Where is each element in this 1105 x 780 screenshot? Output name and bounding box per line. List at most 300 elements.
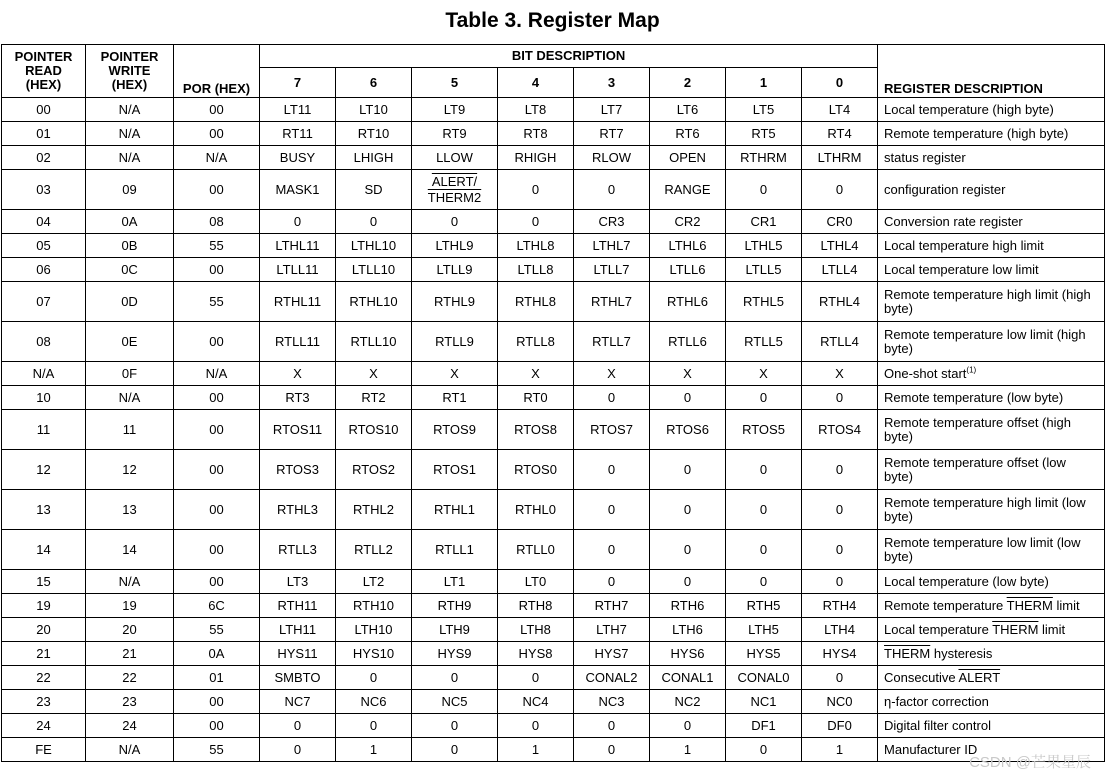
bit-cell: NC6	[336, 690, 412, 714]
bit-cell: LTHL5	[726, 234, 802, 258]
pointer-write-cell: 14	[86, 530, 174, 570]
table-row	[2, 322, 1105, 362]
bit-cell: RTOS1	[412, 450, 498, 490]
bit-cell: RTHL6	[650, 282, 726, 322]
bit-cell: 0	[726, 570, 802, 594]
bit-cell: LTLL8	[498, 258, 574, 282]
table-row	[2, 210, 1105, 234]
table-row	[2, 170, 1105, 210]
bit-cell: X	[336, 362, 412, 386]
por-cell: N/A	[174, 146, 260, 170]
bit-cell: RTOS0	[498, 450, 574, 490]
bit-cell: RTOS5	[726, 410, 802, 450]
bit-cell: LTHRM	[802, 146, 878, 170]
description-text: Consecutive	[884, 669, 959, 685]
bit-cell: LTLL4	[802, 258, 878, 282]
bit-cell: 0	[802, 570, 878, 594]
bit-cell: RTLL7	[574, 322, 650, 362]
bit-cell: RT4	[802, 122, 878, 146]
pointer-read-cell: 13	[2, 490, 86, 530]
description-line: Remote temperature low limit (high	[884, 326, 1086, 342]
bit-cell: RTOS10	[336, 410, 412, 450]
bit-cell: RT3	[260, 386, 336, 410]
bit-cell: RTHL3	[260, 490, 336, 530]
bit-cell: LLOW	[412, 146, 498, 170]
bit-cell: RT1	[412, 386, 498, 410]
por-cell: 00	[174, 690, 260, 714]
bit-cell: RT0	[498, 386, 574, 410]
watermark: CSDN @芒果星辰	[969, 754, 1091, 771]
bit-cell: RTOS6	[650, 410, 726, 450]
bit-cell: RT9	[412, 122, 498, 146]
bit-cell: LTH11	[260, 618, 336, 642]
pointer-write-cell: 0D	[86, 282, 174, 322]
table-row	[2, 450, 1105, 490]
bit-cell: 0	[802, 530, 878, 570]
header-bit: 1	[726, 68, 802, 98]
bit-cell: LT7	[574, 98, 650, 122]
bit-cell: DF0	[802, 714, 878, 738]
bit-cell: RTH6	[650, 594, 726, 618]
bit-cell: 0	[336, 666, 412, 690]
overbar-signal-text: THERM	[884, 645, 931, 661]
description-text: Remote temperature (low byte)	[884, 389, 1064, 405]
register-description-cell	[878, 146, 1105, 170]
pointer-write-cell: N/A	[86, 98, 174, 122]
bit-cell: LT5	[726, 98, 802, 122]
bit-cell: RTLL2	[336, 530, 412, 570]
overbar-signal-text: THERM	[1006, 597, 1053, 613]
pointer-write-cell: 23	[86, 690, 174, 714]
bit-cell: RTH4	[802, 594, 878, 618]
bit-cell: X	[574, 362, 650, 386]
bit-cell: X	[802, 362, 878, 386]
por-cell: 55	[174, 618, 260, 642]
bit-cell: LTH8	[498, 618, 574, 642]
pointer-read-cell: 23	[2, 690, 86, 714]
bit-cell: LTLL10	[336, 258, 412, 282]
pointer-write-cell: 22	[86, 666, 174, 690]
pointer-read-cell: 12	[2, 450, 86, 490]
pointer-write-cell: 0F	[86, 362, 174, 386]
pointer-write-cell: N/A	[86, 570, 174, 594]
bit-cell: 0	[802, 170, 878, 210]
table-row	[2, 690, 1105, 714]
header-bit: 0	[802, 68, 878, 98]
bit-cell: 0	[260, 714, 336, 738]
header-bit: 6	[336, 68, 412, 98]
por-cell: N/A	[174, 362, 260, 386]
por-cell: 08	[174, 210, 260, 234]
por-cell: 6C	[174, 594, 260, 618]
bit-cell: RTHL4	[802, 282, 878, 322]
table-row	[2, 122, 1105, 146]
bit-cell: LT6	[650, 98, 726, 122]
bit-cell: LTHL8	[498, 234, 574, 258]
bit-cell: X	[260, 362, 336, 386]
bit-cell: RTHRM	[726, 146, 802, 170]
bit-cell: RTH11	[260, 594, 336, 618]
bit-cell: DF1	[726, 714, 802, 738]
por-cell: 01	[174, 666, 260, 690]
bit-cell: 0	[574, 386, 650, 410]
pointer-read-cell: 02	[2, 146, 86, 170]
bit-cell: LTLL9	[412, 258, 498, 282]
bit-cell: LTH10	[336, 618, 412, 642]
description-line: byte)	[884, 548, 913, 564]
register-description-cell	[878, 386, 1105, 410]
bit-cell: X	[650, 362, 726, 386]
bit-cell: 0	[726, 490, 802, 530]
description-text: Conversion rate register	[884, 213, 1023, 229]
por-cell: 00	[174, 170, 260, 210]
overbar-signal-text: ALERT	[958, 669, 1001, 685]
table-row	[2, 282, 1105, 322]
header-register-description: REGISTER DESCRIPTION	[878, 45, 1105, 98]
pointer-write-cell: 13	[86, 490, 174, 530]
table-row	[2, 146, 1105, 170]
description-text: status register	[884, 149, 966, 165]
bit-cell: NC3	[574, 690, 650, 714]
register-description-cell	[878, 642, 1105, 666]
bit-cell: 0	[336, 714, 412, 738]
table-row	[2, 490, 1105, 530]
table-row	[2, 618, 1105, 642]
register-description-cell	[878, 410, 1105, 450]
bit-cell: LT10	[336, 98, 412, 122]
description-line: Remote temperature offset (high	[884, 414, 1071, 430]
bit-cell: RTOS2	[336, 450, 412, 490]
pointer-read-cell: 04	[2, 210, 86, 234]
bit-cell: HYS7	[574, 642, 650, 666]
bit-cell: NC2	[650, 690, 726, 714]
table-row	[2, 738, 1105, 762]
bit-cell: RTOS8	[498, 410, 574, 450]
pointer-read-cell: 22	[2, 666, 86, 690]
bit-cell: NC4	[498, 690, 574, 714]
bit-cell: CR0	[802, 210, 878, 234]
bit-cell: RTHL2	[336, 490, 412, 530]
bit-cell: LTLL6	[650, 258, 726, 282]
description-text: Local temperature (low byte)	[884, 573, 1049, 589]
bit-cell: LHIGH	[336, 146, 412, 170]
bit-cell: LTLL7	[574, 258, 650, 282]
register-description-cell	[878, 714, 1105, 738]
por-cell: 55	[174, 738, 260, 762]
bit-cell: HYS6	[650, 642, 726, 666]
bit-cell: LTLL11	[260, 258, 336, 282]
pointer-write-cell: 0B	[86, 234, 174, 258]
table-row	[2, 410, 1105, 450]
bit-cell: RTOS7	[574, 410, 650, 450]
alert-therm2-label	[428, 174, 481, 206]
por-cell: 00	[174, 714, 260, 738]
pointer-write-cell: 0E	[86, 322, 174, 362]
pointer-read-cell: 07	[2, 282, 86, 322]
bit-cell: LTHL4	[802, 234, 878, 258]
bit-cell: 0	[574, 490, 650, 530]
register-description-cell	[878, 490, 1105, 530]
por-cell: 00	[174, 530, 260, 570]
description-text: Remote temperature	[884, 597, 1007, 613]
bit-cell: X	[498, 362, 574, 386]
bit-cell: HYS8	[498, 642, 574, 666]
bit-cell: RTH7	[574, 594, 650, 618]
register-description-cell	[878, 570, 1105, 594]
pointer-write-cell: N/A	[86, 386, 174, 410]
register-description-cell	[878, 258, 1105, 282]
bit-cell: 0	[412, 714, 498, 738]
bit-cell: LT3	[260, 570, 336, 594]
register-description-cell	[878, 618, 1105, 642]
bit-cell: LTH6	[650, 618, 726, 642]
description-text: configuration register	[884, 181, 1006, 197]
bit-cell: 0	[498, 170, 574, 210]
bit-cell: LT4	[802, 98, 878, 122]
description-line: byte)	[884, 428, 913, 444]
bit-cell: 0	[726, 530, 802, 570]
register-description-cell	[878, 234, 1105, 258]
description-text: Local temperature high limit	[884, 237, 1044, 253]
pointer-read-cell: 20	[2, 618, 86, 642]
bit-cell: LTHL10	[336, 234, 412, 258]
por-cell: 00	[174, 258, 260, 282]
bit-cell: 1	[802, 738, 878, 762]
bit-cell: 0	[726, 386, 802, 410]
header-bit: 7	[260, 68, 336, 98]
pointer-write-cell: N/A	[86, 146, 174, 170]
header-bit: 2	[650, 68, 726, 98]
register-description-cell	[878, 530, 1105, 570]
bit-cell: OPEN	[650, 146, 726, 170]
bit-cell: LTHL6	[650, 234, 726, 258]
header-bit: 5	[412, 68, 498, 98]
bit-cell: X	[412, 362, 498, 386]
bit-cell: CONAL2	[574, 666, 650, 690]
bit-cell: CR1	[726, 210, 802, 234]
bit-cell: RANGE	[650, 170, 726, 210]
bit-cell: 0	[650, 450, 726, 490]
table-row	[2, 642, 1105, 666]
table-row	[2, 386, 1105, 410]
bit-cell: HYS5	[726, 642, 802, 666]
pointer-read-cell: N/A	[2, 362, 86, 386]
pointer-read-cell: 08	[2, 322, 86, 362]
bit-cell: 0	[574, 738, 650, 762]
bit-cell: HYS9	[412, 642, 498, 666]
description-text: Local temperature low limit	[884, 261, 1039, 277]
bit-cell: 0	[260, 210, 336, 234]
por-cell: 00	[174, 450, 260, 490]
register-description-cell	[878, 282, 1105, 322]
bit-cell: 0	[802, 490, 878, 530]
bit-cell: LTLL5	[726, 258, 802, 282]
bit-cell: RT5	[726, 122, 802, 146]
pointer-write-cell: 11	[86, 410, 174, 450]
bit-cell: 0	[726, 738, 802, 762]
pointer-read-cell: 00	[2, 98, 86, 122]
por-cell: 00	[174, 410, 260, 450]
bit-cell: LT0	[498, 570, 574, 594]
bit-cell: RT7	[574, 122, 650, 146]
bit-cell: HYS11	[260, 642, 336, 666]
description-text: Remote temperature (high byte)	[884, 125, 1069, 141]
bit-cell: CR2	[650, 210, 726, 234]
bit-cell: HYS10	[336, 642, 412, 666]
description-text: Manufacturer ID	[884, 741, 978, 757]
bit-cell: RTHL5	[726, 282, 802, 322]
table-row	[2, 234, 1105, 258]
pointer-read-cell: 14	[2, 530, 86, 570]
pointer-write-cell: 24	[86, 714, 174, 738]
bit-cell: RTHL1	[412, 490, 498, 530]
bit-cell: 0	[650, 530, 726, 570]
bit-cell: 0	[574, 530, 650, 570]
bit-cell: LTHL7	[574, 234, 650, 258]
bit-cell: RTLL5	[726, 322, 802, 362]
overbar-signal-text: THERM	[992, 621, 1039, 637]
bit-cell: NC0	[802, 690, 878, 714]
por-cell: 00	[174, 490, 260, 530]
pointer-write-cell: 0C	[86, 258, 174, 282]
pointer-read-cell: 19	[2, 594, 86, 618]
bit-cell: RTLL6	[650, 322, 726, 362]
bit-cell: RLOW	[574, 146, 650, 170]
bit-cell: 0	[574, 170, 650, 210]
bit-cell: 0	[336, 210, 412, 234]
por-cell: 0A	[174, 642, 260, 666]
por-cell: 00	[174, 122, 260, 146]
description-line: byte)	[884, 340, 913, 356]
por-cell: 55	[174, 282, 260, 322]
register-description-cell	[878, 594, 1105, 618]
bit-cell: RTOS3	[260, 450, 336, 490]
bit-cell: RTH8	[498, 594, 574, 618]
pointer-read-cell: 21	[2, 642, 86, 666]
bit-cell: RTLL4	[802, 322, 878, 362]
bit-cell: 1	[498, 738, 574, 762]
bit-cell: RTHL10	[336, 282, 412, 322]
bit-cell: LT8	[498, 98, 574, 122]
description-text: limit	[1038, 621, 1066, 637]
pointer-read-cell: 03	[2, 170, 86, 210]
bit-cell: 0	[802, 666, 878, 690]
register-description-cell	[878, 666, 1105, 690]
register-description-cell	[878, 122, 1105, 146]
bit-cell: RTHL0	[498, 490, 574, 530]
bit-cell: RTOS4	[802, 410, 878, 450]
bit-cell: LTH7	[574, 618, 650, 642]
register-description-cell	[878, 362, 1105, 386]
bit-cell: LTHL11	[260, 234, 336, 258]
pointer-write-cell: 20	[86, 618, 174, 642]
register-description-cell	[878, 690, 1105, 714]
bit-cell: RT10	[336, 122, 412, 146]
table-header	[2, 45, 1105, 98]
bit-cell: LT9	[412, 98, 498, 122]
alert-overbar-text: ALERT/	[431, 173, 478, 189]
bit-cell: HYS4	[802, 642, 878, 666]
bit-cell: 0	[726, 450, 802, 490]
bit-cell: NC5	[412, 690, 498, 714]
bit-cell: RT6	[650, 122, 726, 146]
bit-cell: SD	[336, 170, 412, 210]
description-text: hysteresis	[930, 645, 993, 661]
table-row	[2, 362, 1105, 386]
bit-cell: X	[726, 362, 802, 386]
bit-cell: RTOS11	[260, 410, 336, 450]
bit-cell: 0	[650, 490, 726, 530]
bit-cell: RT8	[498, 122, 574, 146]
header-bit: 4	[498, 68, 574, 98]
bit-cell: 0	[412, 666, 498, 690]
description-line: byte)	[884, 508, 913, 524]
bit-cell: LTH5	[726, 618, 802, 642]
bit-cell: LTH9	[412, 618, 498, 642]
bit-cell: RTLL9	[412, 322, 498, 362]
table-title: Table 3. Register Map	[445, 9, 660, 32]
bit-cell: CONAL0	[726, 666, 802, 690]
bit-cell: RTH10	[336, 594, 412, 618]
table-row	[2, 714, 1105, 738]
bit-cell: 0	[498, 666, 574, 690]
register-description-cell	[878, 322, 1105, 362]
bit-cell: RTLL11	[260, 322, 336, 362]
description-text: Local temperature (high byte)	[884, 101, 1054, 117]
bit-cell: SMBTO	[260, 666, 336, 690]
header-bit-description: BIT DESCRIPTION	[260, 45, 878, 68]
bit-cell: 0	[802, 450, 878, 490]
bit-cell: LT1	[412, 570, 498, 594]
table-row	[2, 258, 1105, 282]
pointer-write-cell: 09	[86, 170, 174, 210]
table-body	[2, 98, 1105, 762]
bit-cell: LT2	[336, 570, 412, 594]
therm2-overbar-text: THERM2	[427, 189, 482, 205]
bit-cell: RTHL9	[412, 282, 498, 322]
register-description-cell	[878, 210, 1105, 234]
bit-cell: RTHL8	[498, 282, 574, 322]
register-description-cell	[878, 450, 1105, 490]
description-line: byte)	[884, 468, 913, 484]
table-row	[2, 594, 1105, 618]
bit-cell: RTHL11	[260, 282, 336, 322]
pointer-read-cell: 01	[2, 122, 86, 146]
header-pointer-write: POINTER WRITE (HEX)	[86, 45, 174, 98]
bit-cell: 0	[802, 386, 878, 410]
pointer-read-cell: 11	[2, 410, 86, 450]
bit-cell: 0	[650, 570, 726, 594]
table-row	[2, 570, 1105, 594]
bit-cell: RTLL3	[260, 530, 336, 570]
bit-cell: 0	[650, 386, 726, 410]
bit-cell: RTLL10	[336, 322, 412, 362]
bit-cell: RT11	[260, 122, 336, 146]
bit-cell: 0	[498, 714, 574, 738]
pointer-read-cell: 15	[2, 570, 86, 594]
bit-cell: 0	[650, 714, 726, 738]
pointer-read-cell: 10	[2, 386, 86, 410]
bit-cell: BUSY	[260, 146, 336, 170]
register-map-table	[1, 44, 1105, 762]
bit-cell: RT2	[336, 386, 412, 410]
pointer-write-cell: N/A	[86, 738, 174, 762]
por-cell: 00	[174, 570, 260, 594]
description-text: One-shot start	[884, 365, 967, 381]
bit-cell: 0	[574, 450, 650, 490]
bit-cell: CONAL1	[650, 666, 726, 690]
por-cell: 55	[174, 234, 260, 258]
